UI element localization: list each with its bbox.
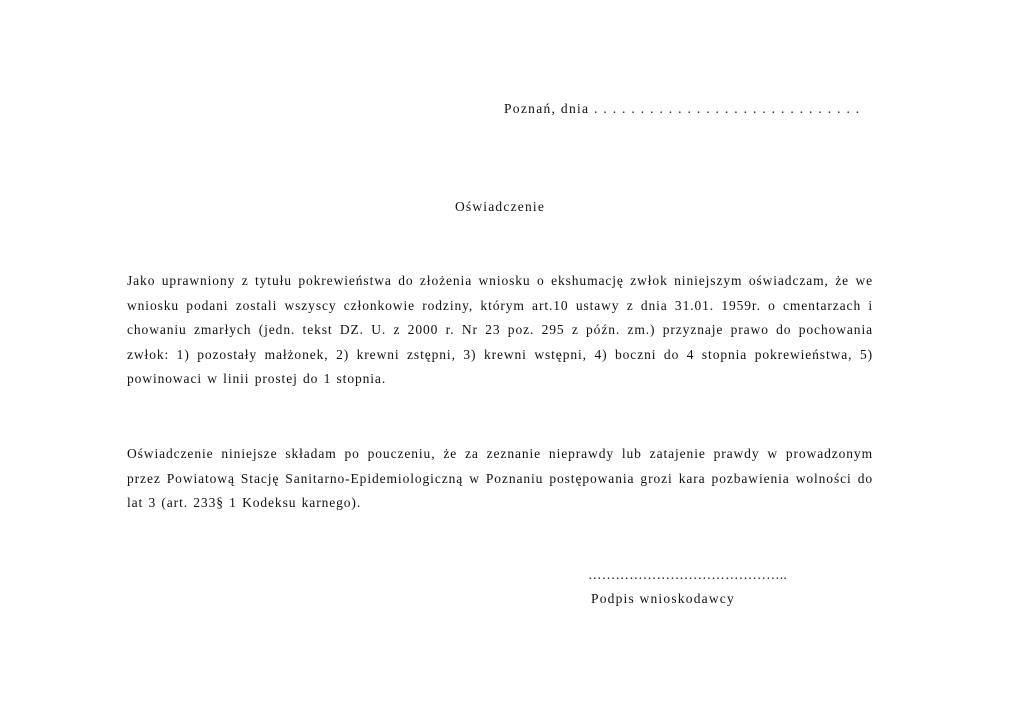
legal-warning-paragraph: Oświadczenie niniejsze składam po pouczeniu, że za zeznanie nieprawdy lub zatajenie prawdy w prowadzonym przez Powiatową Stację Sanitarno-Epidemiologiczną w Poznaniu postępowania grozi kara pozbawienia wolności do lat 3 (art. 233§ 1 Kodeksu karnego). xyxy=(127,446,873,510)
signature-line: …………………………………….. xyxy=(588,567,787,582)
signature-label: Podpis wnioskodawcy xyxy=(591,591,735,606)
statement-paragraph: Jako uprawniony z tytułu pokrewieństwa do złożenia wniosku o ekshumację zwłok niniejszym oświadczam, że we wniosku podani zostali wszyscy członkowie rodziny, którym art.10 ustawy z dnia 31.01. 1959r. o cmentarzach i chowaniu zmarłych (jedn. tekst DZ. U. z 2000 r. Nr 23 poz. 295 z późn. zm.) przyznaje prawo do pochowania zwłok: 1) pozostały małżonek, 2) krewni zstępni, 3) krewni wstępni, 4) boczni do 4 stopnia pokrewieństwa, 5) powinowaci w linii prostej do 1 stopnia. xyxy=(127,273,873,386)
document-title: Oświadczenie xyxy=(454,199,546,214)
date-line: Poznań, dnia . . . . . . . . . . . . . . . . . . . . . . . . . . . . . xyxy=(504,101,861,116)
